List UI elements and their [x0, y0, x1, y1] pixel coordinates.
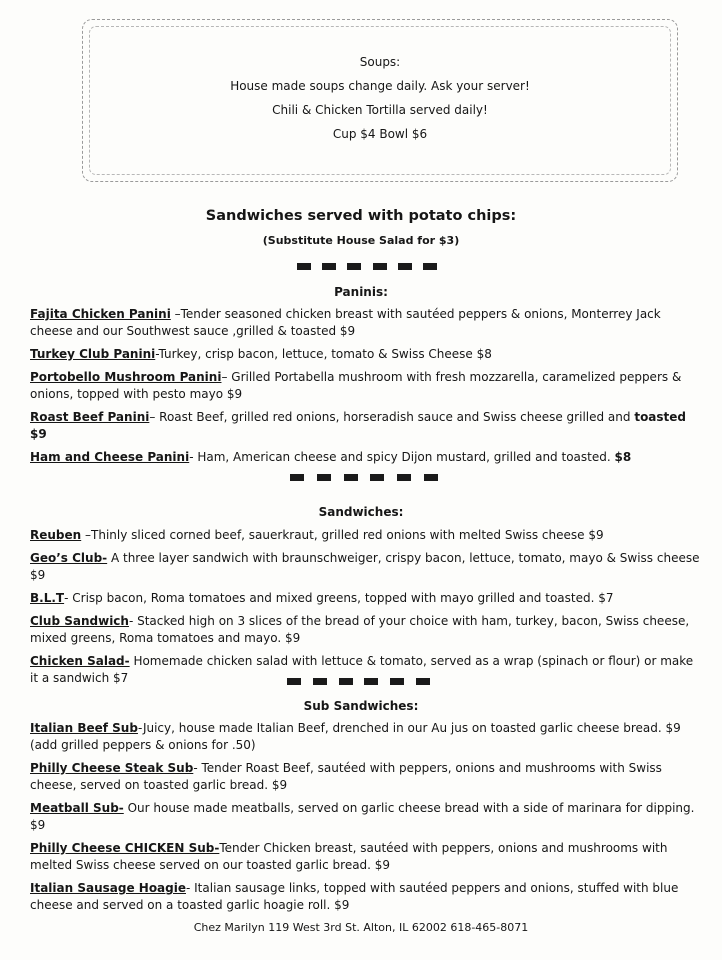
item-desc: - Tender Roast Beef, sautéed with peppers, onions and mushrooms with Swiss cheese, served on toasted garlic bread. $9: [30, 761, 662, 792]
item-name: Italian Sausage Hoagie: [30, 881, 186, 895]
item-price: $8: [614, 450, 632, 464]
item-name: Chicken Salad-: [30, 654, 130, 668]
item-name: Roast Beef Panini: [30, 410, 150, 424]
menu-item: [30, 346, 700, 363]
item-name: Fajita Chicken Panini: [30, 307, 171, 321]
item-name: Portobello Mushroom Panini: [30, 370, 222, 384]
menu-item: [30, 449, 700, 466]
sandwiches-list: [30, 527, 700, 687]
soups-line-1: House made soups change daily. Ask your server!: [230, 79, 530, 93]
item-desc: - Ham, American cheese and spicy Dijon mustard, grilled and toasted.: [189, 450, 615, 464]
paninis-title: Paninis:: [334, 285, 388, 299]
menu-item: [30, 880, 700, 914]
item-desc: A three layer sandwich with braunschweiger, crispy bacon, lettuce, tomato, mayo & Swiss cheese $9: [30, 551, 700, 582]
menu-item: [30, 720, 700, 754]
divider-2: [290, 474, 438, 481]
soups-line-2: Chili & Chicken Tortilla served daily!: [272, 103, 488, 117]
item-desc: – Grilled Portabella mushroom with fresh mozzarella, caramelized peppers & onions, topped with pesto mayo $9: [30, 370, 682, 401]
menu-item: [30, 527, 700, 544]
menu-item: [30, 800, 700, 834]
item-name: Reuben: [30, 528, 82, 542]
item-name: Geo’s Club-: [30, 551, 108, 565]
footer-address: Chez Marilyn 119 West 3rd St. Alton, IL 62002 618-465-8071: [193, 921, 529, 934]
item-desc: –Tender seasoned chicken breast with sautéed peppers & onions, Monterrey Jack cheese and our Southwest sauce ,grilled & toasted $9: [30, 307, 661, 338]
item-name: Turkey Club Panini: [30, 347, 156, 361]
sandwiches-heading: Sandwiches served with potato chips:: [205, 208, 517, 224]
soups-box: [82, 19, 678, 182]
item-name: Ham and Cheese Panini: [30, 450, 190, 464]
item-desc: – Roast Beef, grilled red onions, horseradish sauce and Swiss cheese grilled and: [149, 410, 635, 424]
item-desc: Tender Chicken breast, sautéed with peppers, onions and mushrooms with melted Swiss cheese served on our toasted garlic bread. $9: [30, 841, 668, 872]
menu-item: [30, 840, 700, 874]
subs-list: [30, 720, 700, 914]
paninis-list: [30, 306, 700, 466]
item-name: Club Sandwich: [30, 614, 129, 628]
menu-item: [30, 409, 700, 443]
item-desc: -Turkey, crisp bacon, lettuce, tomato & Swiss Cheese $8: [155, 347, 492, 361]
item-name: Philly Cheese CHICKEN Sub-: [30, 841, 220, 855]
sandwiches-title: Sandwiches:: [318, 505, 404, 519]
item-desc: - Crisp bacon, Roma tomatoes and mixed greens, topped with mayo grilled and toasted. $7: [64, 591, 614, 605]
soups-title: Soups:: [359, 55, 401, 69]
menu-item: [30, 369, 700, 403]
item-desc: - Italian sausage links, topped with sautéed peppers and onions, stuffed with blue cheese and served on a toasted garlic hoagie roll. $9: [30, 881, 679, 912]
divider-3: [287, 678, 430, 685]
item-desc: - Stacked high on 3 slices of the bread of your choice with ham, turkey, bacon, Swiss cheese, mixed greens, Roma tomatoes and mayo. $9: [30, 614, 690, 645]
divider-1: [297, 263, 437, 270]
item-price: toasted $9: [30, 410, 687, 441]
item-desc: –Thinly sliced corned beef, sauerkraut, grilled red onions with melted Swiss cheese $9: [81, 528, 604, 542]
item-desc: Homemade chicken salad with lettuce & tomato, served as a wrap (spinach or flour) or make it a sandwich $7: [30, 654, 694, 685]
item-name: Meatball Sub-: [30, 801, 124, 815]
item-name: B.L.T: [30, 591, 65, 605]
item-name: Italian Beef Sub: [30, 721, 138, 735]
menu-item: [30, 590, 700, 607]
menu-item: [30, 550, 700, 584]
menu-item: [30, 760, 700, 794]
substitute-note: (Substitute House Salad for $3): [262, 234, 460, 247]
soups-line-3: Cup $4 Bowl $6: [332, 127, 428, 141]
menu-item: [30, 306, 700, 340]
item-desc: -Juicy, house made Italian Beef, drenched in our Au jus on toasted garlic cheese bread. $9 (add grilled peppers & onions for .50): [30, 721, 681, 752]
item-desc: Our house made meatballs, served on garlic cheese bread with a side of marinara for dipping. $9: [30, 801, 695, 832]
item-name: Philly Cheese Steak Sub: [30, 761, 194, 775]
menu-item: [30, 613, 700, 647]
subs-title: Sub Sandwiches:: [303, 699, 419, 713]
